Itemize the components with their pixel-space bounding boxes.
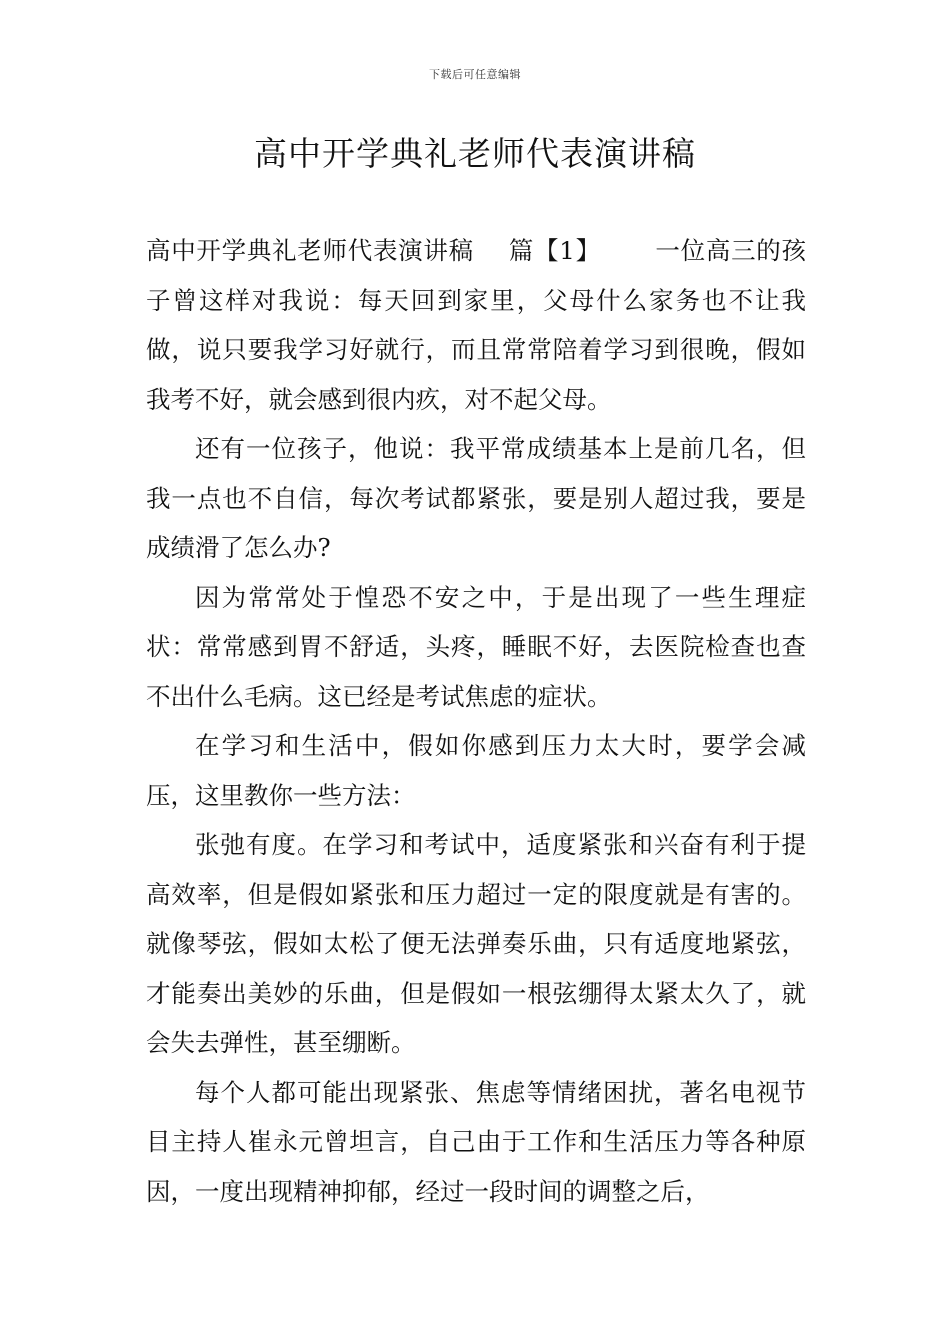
paragraph: 张弛有度。在学习和考试中，适度紧张和兴奋有利于提高效率，但是假如紧张和压力超过一定的限度就是有害的。就像琴弦，假如太松了便无法弹奏乐曲，只有适度地紧弦，才能奏出美妙的乐曲，但是假如一根弦绷得太紧太久了，就会失去弹性，甚至绷断。 [146,830,806,1057]
paragraph: 每个人都可能出现紧张、焦虑等情绪困扰，著名电视节目主持人崔永元曾坦言，自己由于工作和生活压力等各种原因，一度出现精神抑郁，经过一段时间的调整之后， [146,1077,806,1206]
page-title: 高中开学典礼老师代表演讲稿 [254,134,696,173]
intro-paragraph [146,226,806,424]
paragraph: 还有一位孩子，他说：我平常成绩基本上是前几名，但我一点也不自信，每次考试都紧张，要是别人超过我，要是成绩滑了怎么办? [146,434,806,562]
section-label: 篇【1】 [508,236,601,265]
header-note: 下载后可任意编辑 [429,68,521,81]
paragraph: 在学习和生活中，假如你感到压力太大时，要学会减压，这里教你一些方法： [146,731,806,810]
intro-heading: 高中开学典礼老师代表演讲稿 [146,236,474,265]
intro-text: 一位高三的孩子曾这样对我说：每天回到家里，父母什么家务也不让我做，说只要我学习好就行，而且常常陪着学习到很晚，假如我考不好，就会感到很内疚，对不起父母。 [146,236,807,414]
document-body [146,226,806,1216]
paragraph: 因为常常处于惶恐不安之中，于是出现了一些生理症状：常常感到胃不舒适，头疼，睡眠不好，去医院检查也查不出什么毛病。这已经是考试焦虑的症状。 [146,582,806,711]
